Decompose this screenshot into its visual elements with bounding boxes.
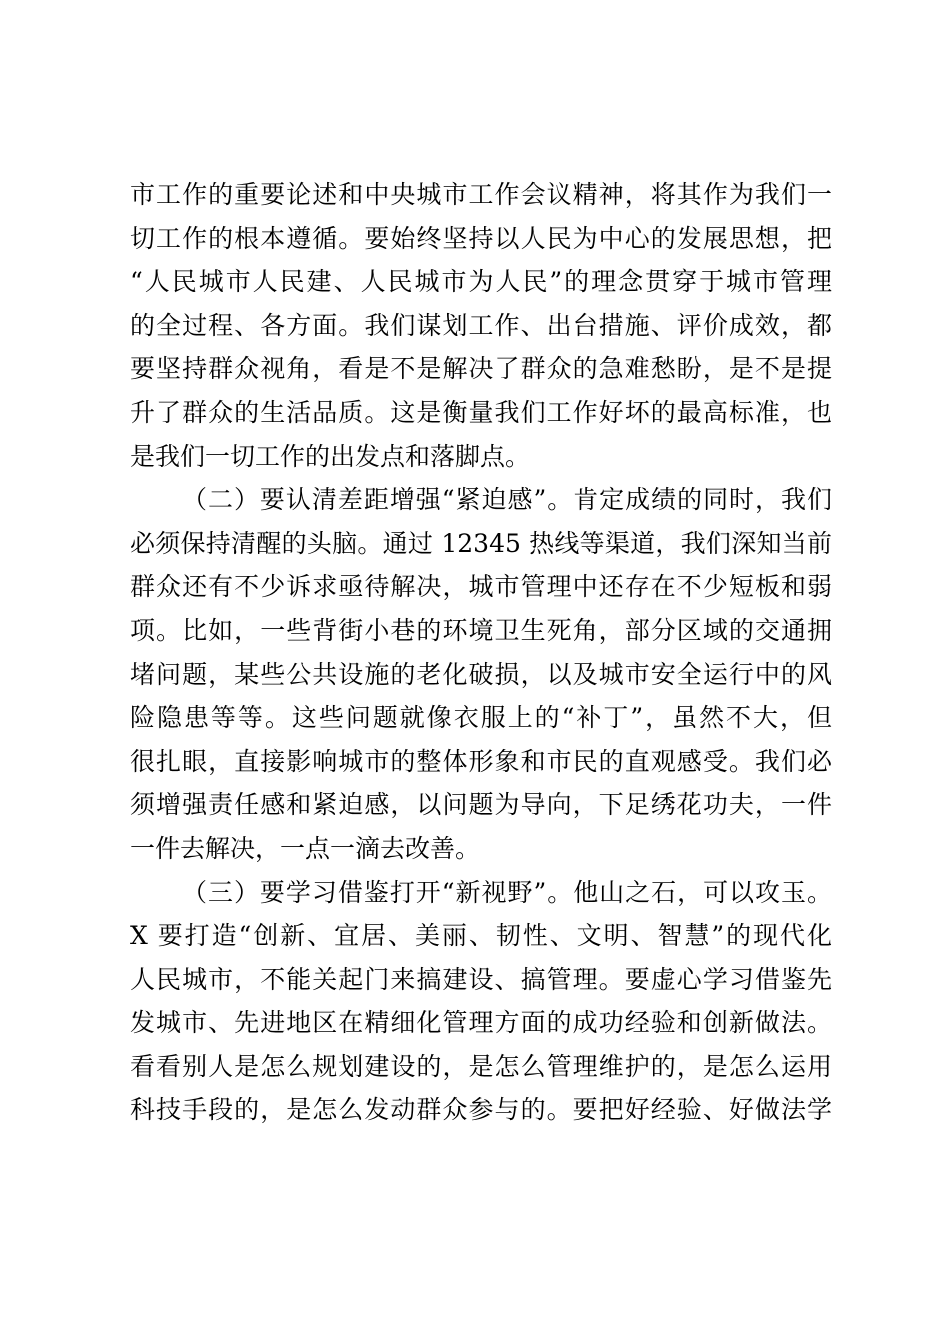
text-line: 须增强责任感和紧迫感，以问题为导向，下足绣花功夫，一件 xyxy=(130,790,832,820)
text-line: 项。比如，一些背街小巷的环境卫生死角，部分区域的交通拥 xyxy=(130,615,832,645)
text-line: 看看别人是怎么规划建设的，是怎么管理维护的，是怎么运用 xyxy=(130,1051,832,1081)
paragraph-2 xyxy=(130,478,832,870)
section-heading-line: （二）要认清差距增强“紧迫感”。肯定成绩的同时，我们 xyxy=(182,485,832,515)
document-page xyxy=(130,173,832,1132)
text-line: 科技手段的，是怎么发动群众参与的。要把好经验、好做法学 xyxy=(130,1095,832,1125)
text-line: 一件去解决，一点一滴去改善。 xyxy=(130,833,481,863)
text-line: 堵问题，某些公共设施的老化破损，以及城市安全运行中的风 xyxy=(130,659,832,689)
text-line: X 要打造“创新、宜居、美丽、韧性、文明、智慧”的现代化 xyxy=(130,921,832,951)
paragraph-1 xyxy=(130,173,832,478)
text-line: 险隐患等等。这些问题就像衣服上的“补丁”，虽然不大，但 xyxy=(130,703,832,733)
text-line: 切工作的根本遵循。要始终坚持以人民为中心的发展思想，把 xyxy=(130,223,832,253)
text-line: 升了群众的生活品质。这是衡量我们工作好坏的最高标准，也 xyxy=(130,397,832,427)
text-line: “人民城市人民建、人民城市为人民”的理念贯穿于城市管理 xyxy=(130,267,832,297)
text-line: 人民城市，不能关起门来搞建设、搞管理。要虚心学习借鉴先 xyxy=(130,964,832,994)
text-line: 很扎眼，直接影响城市的整体形象和市民的直观感受。我们必 xyxy=(130,746,832,776)
text-line: 的全过程、各方面。我们谋划工作、出台措施、评价成效，都 xyxy=(130,310,832,340)
text-line: 市工作的重要论述和中央城市工作会议精神，将其作为我们一 xyxy=(130,180,832,209)
text-line: 是我们一切工作的出发点和落脚点。 xyxy=(130,441,531,471)
text-line: 群众还有不少诉求亟待解决，城市管理中还存在不少短板和弱 xyxy=(130,572,832,602)
paragraph-3 xyxy=(130,871,832,1133)
text-line: 发城市、先进地区在精细化管理方面的成功经验和创新做法。 xyxy=(130,1008,832,1038)
section-heading-line: （三）要学习借鉴打开“新视野”。他山之石，可以攻玉。 xyxy=(182,877,832,907)
text-line: 要坚持群众视角，看是不是解决了群众的急难愁盼，是不是提 xyxy=(130,354,832,384)
text-line: 必须保持清醒的头脑。通过 12345 热线等渠道，我们深知当前 xyxy=(130,528,832,558)
